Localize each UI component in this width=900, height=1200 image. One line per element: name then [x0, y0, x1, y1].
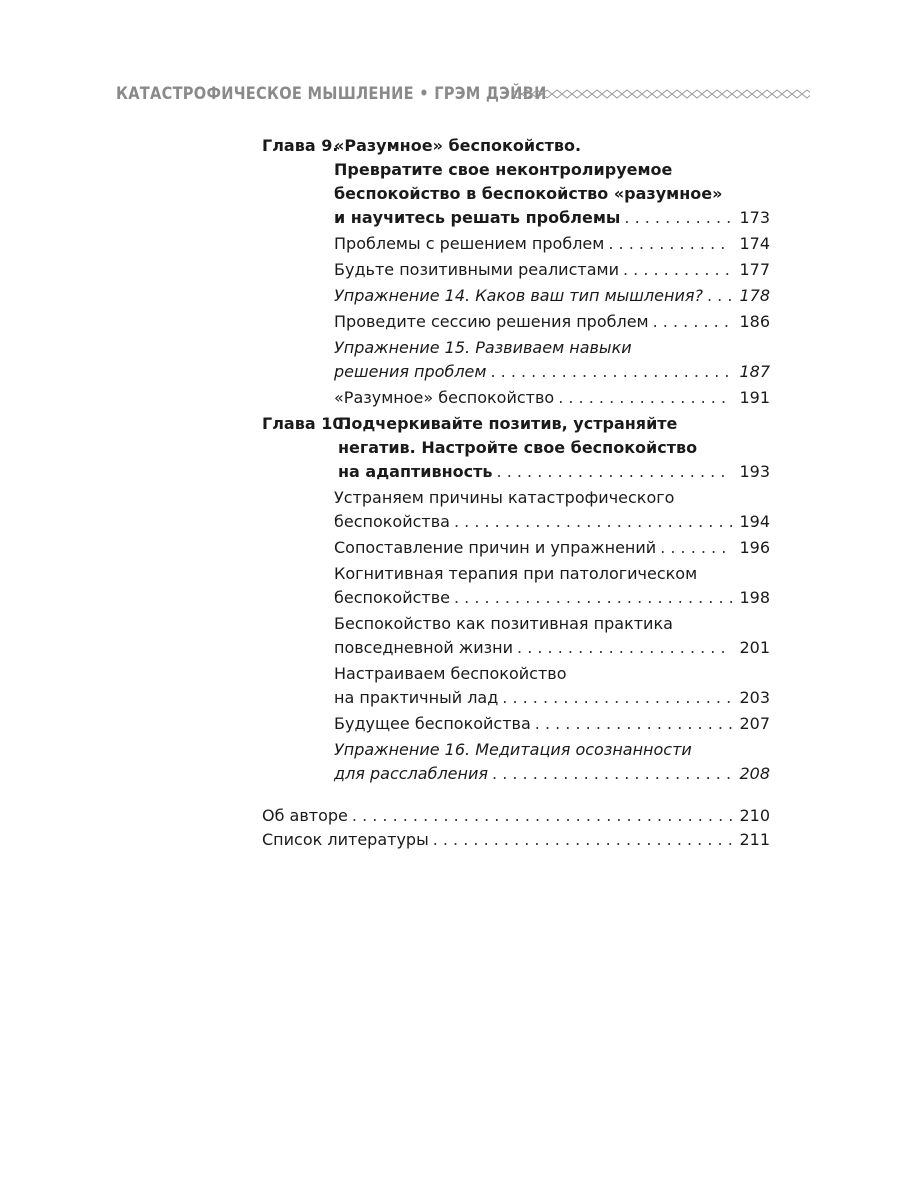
diamond-ornament-shape: [732, 90, 742, 98]
diamond-ornament-shape: [622, 90, 632, 98]
diamond-ornament-shape: [542, 90, 552, 98]
toc-entry-label: Упражнение 16. Медитация осознанности: [334, 740, 692, 759]
chapter-10-title-row: [262, 436, 770, 460]
chapter-10-title-row: [262, 460, 770, 484]
diamond-ornament-shape: [752, 90, 762, 98]
diamond-ornament-shape: [712, 90, 722, 98]
toc-entry-page: 207: [739, 714, 770, 733]
toc-entry-label: для расслабления: [334, 764, 489, 783]
toc-entry-label: Будущее беспокойства: [334, 714, 531, 733]
toc-entry[interactable]: [262, 310, 770, 334]
diamond-ornament-shape: [632, 90, 642, 98]
toc-entry-label: Беспокойство как позитивная практика: [334, 614, 673, 633]
toc-entry-continuation[interactable]: [262, 636, 770, 660]
toc-entry-continuation[interactable]: [262, 686, 770, 710]
toc-backmatter-about-author[interactable]: [262, 804, 770, 828]
toc-entry[interactable]: [262, 258, 770, 282]
diamond-ornament-shape: [762, 90, 772, 98]
chapter-9-heading[interactable]: [262, 134, 770, 158]
diamond-ornament-shape: [522, 90, 532, 98]
dot-leader: [624, 206, 732, 230]
dot-leader: [502, 686, 732, 710]
toc-entry-exercise[interactable]: [262, 284, 770, 308]
toc-entry-page: 194: [739, 512, 770, 531]
chapter-9-title-line: и научитесь решать проблемы: [334, 208, 621, 227]
toc-entry-label: решения проблем: [334, 362, 487, 381]
toc-entry-label: беспокойстве: [334, 588, 450, 607]
dot-leader: [623, 258, 732, 282]
toc-entry-page: 177: [739, 260, 770, 279]
chapter-10-title-line: негатив. Настройте свое беспокойство: [338, 438, 698, 457]
chapter-9-title-row: [262, 158, 770, 182]
toc-entry-continuation[interactable]: [262, 360, 770, 384]
diamond-ornament-shape: [722, 90, 732, 98]
dot-leader: [454, 586, 732, 610]
dot-leader: [490, 360, 732, 384]
spacer: [262, 786, 770, 804]
toc-entry-page: 178: [739, 286, 770, 305]
diamond-ornament-shape: [692, 90, 702, 98]
dot-leader: [433, 828, 732, 852]
dot-leader: [497, 460, 732, 484]
table-of-contents: [262, 134, 770, 852]
diamond-ornament-shape: [702, 90, 712, 98]
toc-entry-label: Об авторе: [262, 806, 348, 825]
dot-leader: [535, 712, 732, 736]
diamond-ornament-shape: [572, 90, 582, 98]
toc-entry[interactable]: [262, 536, 770, 560]
chapter-9-title-line: Превратите свое неконтролируемое: [334, 160, 673, 179]
chapter-9-label: Глава 9.: [262, 136, 339, 155]
dot-leader: [517, 636, 732, 660]
toc-entry-page: 191: [739, 388, 770, 407]
toc-entry-label: повседневной жизни: [334, 638, 514, 657]
toc-entry-page: 203: [739, 688, 770, 707]
diamond-ornament-shape: [782, 90, 792, 98]
toc-entry-page: 211: [739, 830, 770, 849]
toc-entry[interactable]: [262, 662, 770, 686]
chapter-9-title-line: беспокойство в беспокойство «разумное»: [334, 184, 723, 203]
toc-entry-continuation[interactable]: [262, 586, 770, 610]
diamond-ornament-shape: [802, 90, 810, 98]
toc-entry-label: на практичный лад: [334, 688, 499, 707]
diamond-ornament-shape: [562, 90, 572, 98]
diamond-ornament-shape: [582, 90, 592, 98]
dot-leader: [608, 232, 732, 256]
dot-leader: [454, 510, 732, 534]
chapter-10-title-line: Подчеркивайте позитив, устраняйте: [338, 414, 678, 433]
toc-entry-label: Проблемы с решением проблем: [334, 234, 605, 253]
chapter-9-page: 173: [739, 208, 770, 227]
diamond-ornament-shape: [612, 90, 622, 98]
toc-entry-exercise[interactable]: [262, 336, 770, 360]
toc-entry-continuation[interactable]: [262, 510, 770, 534]
toc-entry-page: 186: [739, 312, 770, 331]
diamond-ornament-shape: [532, 90, 542, 98]
dot-leader: [558, 386, 732, 410]
chapter-10-page: 193: [739, 462, 770, 481]
diamond-ornament-shape: [602, 90, 612, 98]
toc-entry-page: 187: [739, 362, 770, 381]
toc-entry-label: Когнитивная терапия при патологическом: [334, 564, 698, 583]
toc-entry[interactable]: [262, 612, 770, 636]
toc-entry[interactable]: [262, 712, 770, 736]
diamond-ornament-shape: [592, 90, 602, 98]
diamond-ornament-shape: [642, 90, 652, 98]
toc-entry-label: Сопоставление причин и упражнений: [334, 538, 657, 557]
toc-entry-label: Упражнение 15. Развиваем навыки: [334, 338, 632, 357]
toc-entry-label: Устраняем причины катастрофического: [334, 488, 675, 507]
chapter-9-title-row: [262, 182, 770, 206]
toc-entry-label: Проведите сессию решения проблем: [334, 312, 649, 331]
chapter-10-label: Глава 10.: [262, 414, 350, 433]
diamond-ornament-shape: [652, 90, 662, 98]
toc-entry[interactable]: [262, 562, 770, 586]
dot-leader: [653, 310, 732, 334]
diamond-ornament-shape: [772, 90, 782, 98]
chapter-10-title-line: на адаптивность: [338, 462, 493, 481]
toc-entry-page: 196: [739, 538, 770, 557]
toc-entry-exercise[interactable]: [262, 738, 770, 762]
toc-entry-page: 174: [739, 234, 770, 253]
toc-entry-label: «Разумное» беспокойство: [334, 388, 555, 407]
toc-entry[interactable]: [262, 386, 770, 410]
diamond-ornament-shape: [742, 90, 752, 98]
toc-entry-page: 210: [739, 806, 770, 825]
diamond-chain-ornament: [510, 84, 810, 104]
toc-entry[interactable]: [262, 486, 770, 510]
dot-leader: [492, 762, 732, 786]
toc-backmatter-bibliography[interactable]: [262, 828, 770, 852]
toc-entry-page: 201: [739, 638, 770, 657]
toc-entry-label: Упражнение 14. Каков ваш тип мышления?: [334, 286, 703, 305]
toc-entry-page: 198: [739, 588, 770, 607]
dot-leader: [352, 804, 732, 828]
toc-entry-page: 208: [739, 764, 770, 783]
toc-entry-label: беспокойства: [334, 512, 450, 531]
diamond-ornament-shape: [552, 90, 562, 98]
chapter-9-title-line: «Разумное» беспокойство.: [334, 136, 582, 155]
dot-leader: [660, 536, 732, 560]
diamond-ornament-shape: [662, 90, 672, 98]
header-title: КАТАСТРОФИЧЕСКОЕ МЫШЛЕНИЕ • ГРЭМ ДЭЙВИ: [116, 84, 547, 104]
toc-entry[interactable]: [262, 232, 770, 256]
toc-entry-label: Список литературы: [262, 830, 429, 849]
running-header: [116, 80, 816, 108]
diamond-ornament-shape: [792, 90, 802, 98]
diamond-ornament-shape: [512, 90, 522, 98]
chapter-10-heading[interactable]: [262, 412, 770, 436]
chapter-9-title-row: [262, 206, 770, 230]
diamond-ornament-shape: [672, 90, 682, 98]
toc-entry-label: Будьте позитивными реалистами: [334, 260, 619, 279]
toc-entry-continuation[interactable]: [262, 762, 770, 786]
diamond-ornament-shape: [682, 90, 692, 98]
dot-leader: [707, 284, 732, 308]
toc-entry-label: Настраиваем беспокойство: [334, 664, 567, 683]
